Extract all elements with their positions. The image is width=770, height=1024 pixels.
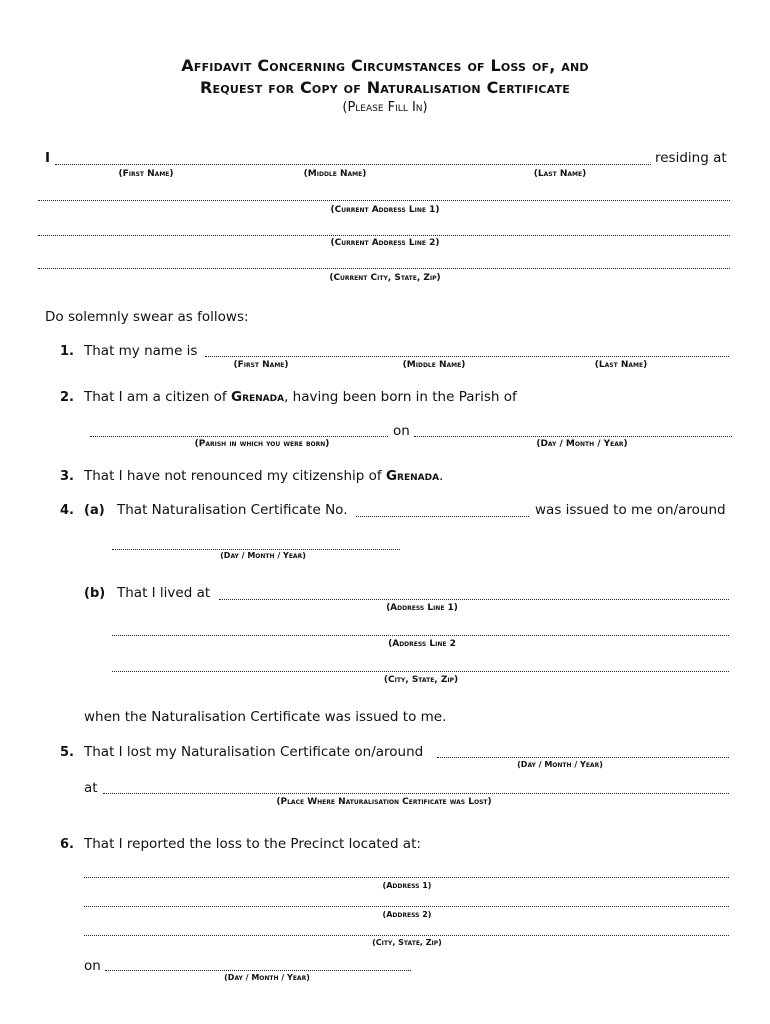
item-4b-text: That I lived at <box>117 585 211 601</box>
previous-address-line-1-caption: (Address Line 1) <box>386 603 458 613</box>
last-name-caption: (Last Name) <box>533 169 587 179</box>
item-4a-label: (a) <box>84 503 105 518</box>
certificate-number-field[interactable] <box>356 516 529 517</box>
country-grenada: Grenada <box>385 468 440 484</box>
item-2-number: 2. <box>60 390 74 405</box>
loss-date-caption: (Day / Month / Year) <box>517 760 603 769</box>
full-name-field[interactable] <box>55 164 651 165</box>
birth-parish-caption: (Parish in which you were born) <box>194 439 330 449</box>
loss-place-caption: (Place Where Naturalisation Certificate was Lost) <box>276 797 492 807</box>
item-5-text: That I lost my Naturalisation Certificate on/around <box>84 744 424 760</box>
item-4-number: 4. <box>60 503 74 518</box>
item-4a-text: That Naturalisation Certificate No. <box>117 502 348 518</box>
item-1-text: That my name is <box>84 343 198 359</box>
item-3-text: That I have not renounced my citizenship of Grenada. <box>84 468 444 484</box>
loss-date-field[interactable] <box>437 757 729 758</box>
previous-address-line-2-field[interactable] <box>112 635 729 636</box>
item-6-on-label: on <box>84 958 101 974</box>
birth-parish-field[interactable] <box>90 436 388 437</box>
item-2-text: That I am a citizen of Grenada, having been born in the Parish of <box>84 389 517 405</box>
item-1-last-name-caption: (Last Name) <box>594 360 648 370</box>
intro-prefix: I <box>45 150 51 166</box>
item-5-at-label: at <box>84 780 98 796</box>
current-city-state-zip-field[interactable] <box>38 268 730 269</box>
current-address-line-1-caption: (Current Address Line 1) <box>330 205 440 215</box>
item-3-number: 3. <box>60 469 74 484</box>
document-title-line-1: Affidavit Concerning Circumstances of Loss of, and <box>181 56 589 75</box>
item-6-number: 6. <box>60 837 74 852</box>
item-1-middle-name-caption: (Middle Name) <box>402 360 466 370</box>
current-address-line-2-field[interactable] <box>38 235 730 236</box>
previous-address-line-1-field[interactable] <box>219 599 729 600</box>
swear-statement: Do solemnly swear as follows: <box>45 309 249 325</box>
item-1-name-field[interactable] <box>205 356 729 357</box>
item-4a-text-2: was issued to me on/around <box>535 502 726 518</box>
issue-date-caption: (Day / Month / Year) <box>220 551 306 560</box>
current-address-line-2-caption: (Current Address Line 2) <box>330 238 440 248</box>
item-5-number: 5. <box>60 745 74 760</box>
precinct-city-state-zip-caption: (City, State, Zip) <box>372 938 442 947</box>
document-title-line-2: Request for Copy of Naturalisation Certificate <box>200 78 570 97</box>
item-4b-closing-text: when the Naturalisation Certificate was issued to me. <box>84 709 447 725</box>
birth-date-field[interactable] <box>414 436 732 437</box>
previous-city-state-zip-field[interactable] <box>112 671 729 672</box>
precinct-address-1-field[interactable] <box>84 877 729 878</box>
item-1-number: 1. <box>60 344 74 359</box>
current-city-state-zip-caption: (Current City, State, Zip) <box>329 273 441 283</box>
item-4b-label: (b) <box>84 586 106 601</box>
current-address-line-1-field[interactable] <box>38 200 730 201</box>
middle-name-caption: (Middle Name) <box>303 169 367 179</box>
birth-date-caption: (Day / Month / Year) <box>536 439 628 449</box>
item-1-first-name-caption: (First Name) <box>233 360 289 370</box>
loss-place-field[interactable] <box>103 793 729 794</box>
precinct-address-2-caption: (Address 2) <box>382 910 432 919</box>
previous-address-line-2-caption: (Address Line 2 <box>388 639 456 649</box>
residing-at-label: residing at <box>655 150 727 166</box>
precinct-city-state-zip-field[interactable] <box>84 935 729 936</box>
report-date-caption: (Day / Month / Year) <box>224 973 310 982</box>
precinct-address-2-field[interactable] <box>84 906 729 907</box>
previous-city-state-zip-caption: (City, State, Zip) <box>383 675 459 685</box>
item-6-text: That I reported the loss to the Precinct located at: <box>84 836 421 852</box>
report-date-field[interactable] <box>105 970 411 971</box>
document-subtitle: (Please Fill In) <box>342 100 428 115</box>
item-2-on-label: on <box>393 423 410 439</box>
country-grenada: Grenada <box>230 389 285 405</box>
issue-date-field[interactable] <box>112 549 400 550</box>
precinct-address-1-caption: (Address 1) <box>382 881 432 890</box>
first-name-caption: (First Name) <box>118 169 174 179</box>
